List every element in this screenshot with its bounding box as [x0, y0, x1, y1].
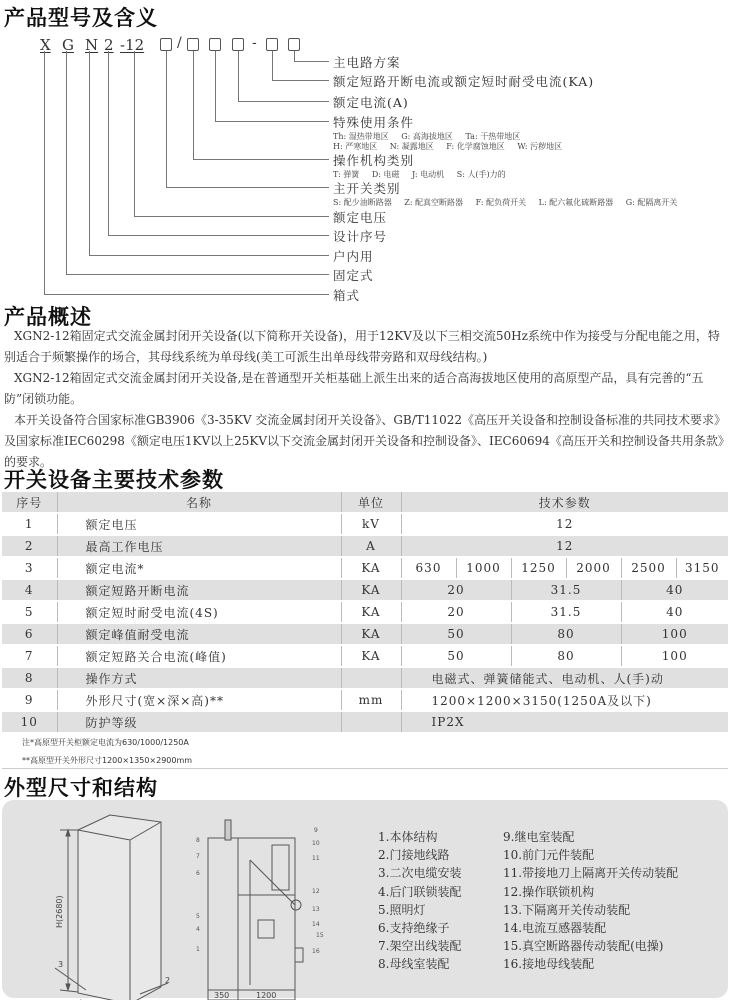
condition-w: W: 污秽地区 — [517, 142, 563, 151]
cell-no: 6 — [2, 623, 57, 645]
label-breaking-current: 额定短路开断电流或额定短时耐受电流(KA) — [333, 74, 595, 89]
parts-list-col1 — [378, 828, 461, 974]
parts-list-col2 — [503, 828, 678, 974]
structure-section-title: 外型尺寸和结构 — [4, 776, 158, 800]
cell-value: 630 — [401, 557, 456, 579]
condition-n: N: 凝露地区 — [389, 142, 434, 151]
cabinet-section-view — [208, 820, 303, 1000]
code-char-x: X — [40, 36, 51, 54]
table-row — [2, 667, 728, 689]
code-box-mechanism — [187, 38, 199, 51]
code-box-breaking — [266, 38, 278, 51]
condition-h: H: 严寒地区 — [333, 142, 378, 151]
callout-11: 11 — [312, 855, 320, 862]
callout-9: 9 — [314, 827, 318, 834]
cell-name: 外形尺寸(宽×深×高)** — [57, 689, 341, 711]
callout-8: 8 — [196, 837, 200, 844]
cell-name: 额定短时耐受电流(4S) — [57, 601, 341, 623]
callout-12: 12 — [312, 888, 320, 895]
code-char-2: 2 — [104, 36, 114, 54]
cell-name: 额定短路关合电流(峰值) — [57, 645, 341, 667]
note-dimensions: **高原型开关外形尺寸1200×1350×2900mm — [22, 756, 193, 765]
callout-6: 6 — [196, 870, 200, 877]
cell-unit: KA — [341, 579, 401, 601]
cell-value: 1250 — [511, 557, 566, 579]
part-item: 8.母线室装配 — [378, 957, 450, 972]
part-item: 14.电流互感器装配 — [503, 921, 607, 936]
part-item: 9.继电室装配 — [503, 830, 575, 844]
cell-no: 3 — [2, 557, 57, 579]
depth-front-label: 350 — [214, 991, 230, 1000]
cell-value: IP2X — [401, 711, 728, 733]
callout-5: 5 — [196, 913, 200, 920]
cell-value: 1200×1200×3150(1250A及以下) — [401, 689, 728, 711]
code-char-n: N — [85, 36, 99, 54]
code-dash: - — [252, 35, 257, 51]
part-item: 7.架空出线装配 — [378, 939, 462, 954]
part-item: 5.照明灯 — [378, 902, 426, 917]
label-mechanism: 操作机构类别 — [333, 153, 415, 168]
note-rated-current: 注*高原型开关柜额定电流为630/1000/1250A — [22, 738, 189, 747]
label-box-type: 箱式 — [333, 288, 361, 303]
cell-unit: KA — [341, 557, 401, 579]
cell-value: 31.5 — [511, 601, 621, 623]
cabinet-diagrams — [0, 800, 370, 1000]
header-no: 序号 — [2, 492, 57, 513]
cell-name: 额定短路开断电流 — [57, 579, 341, 601]
cell-unit: KA — [341, 623, 401, 645]
cell-name: 额定电压 — [57, 513, 341, 535]
part-item: 2.门接地线路 — [378, 848, 450, 863]
callout-4: 4 — [196, 926, 200, 933]
code-box-current — [232, 38, 244, 51]
overview-section-title: 产品概述 — [4, 305, 92, 329]
cell-name: 操作方式 — [57, 667, 341, 689]
code-slash: / — [177, 35, 182, 51]
cell-value: 2000 — [566, 557, 621, 579]
cell-unit: mm — [341, 689, 401, 711]
switch-f: F: 配负荷开关 — [475, 198, 527, 207]
cell-unit: kV — [341, 513, 401, 535]
table-row — [2, 513, 728, 535]
code-box-switch — [160, 38, 172, 51]
label-rated-current: 额定电流(A) — [333, 95, 409, 110]
cell-unit: KA — [341, 601, 401, 623]
table-row — [2, 579, 728, 601]
cell-no: 1 — [2, 513, 57, 535]
code-box-circuit — [288, 38, 300, 51]
condition-ta: Ta: 干热带地区 — [465, 132, 521, 141]
code-char-voltage: -12 — [120, 36, 145, 54]
condition-th: Th: 湿热带地区 — [333, 132, 389, 141]
callout-14: 14 — [312, 921, 320, 928]
cell-no: 8 — [2, 667, 57, 689]
table-row — [2, 711, 728, 733]
cell-value: 50 — [401, 645, 511, 667]
callout-13: 13 — [312, 906, 320, 913]
cell-value: 80 — [511, 645, 621, 667]
table-row — [2, 535, 728, 557]
label-design-no: 设计序号 — [333, 229, 388, 244]
callout-16: 16 — [312, 948, 320, 955]
table-row — [2, 601, 728, 623]
model-section-title: 产品型号及含义 — [4, 6, 158, 30]
label-main-circuit: 主电路方案 — [333, 55, 401, 70]
cell-value: 50 — [401, 623, 511, 645]
depth-main-label: 1200 — [256, 991, 277, 1000]
callout-2: 2 — [165, 976, 171, 985]
cell-no: 9 — [2, 689, 57, 711]
mechanism-j: J: 电动机 — [412, 170, 445, 179]
cell-name: 额定峰值耐受电流 — [57, 623, 341, 645]
part-item: 10.前门元件装配 — [503, 848, 595, 863]
cell-value: 20 — [401, 601, 511, 623]
label-special-conditions: 特殊使用条件 — [333, 115, 415, 130]
cell-value: 80 — [511, 623, 621, 645]
cell-no: 5 — [2, 601, 57, 623]
switch-l: L: 配六氟化硫断路器 — [538, 198, 614, 207]
cell-unit: A — [341, 535, 401, 557]
part-item: 11.带接地刀上隔离开关传动装配 — [503, 866, 679, 881]
cell-value: 40 — [621, 579, 728, 601]
cell-no: 2 — [2, 535, 57, 557]
part-item: 4.后门联锁装配 — [378, 884, 462, 899]
table-row — [2, 689, 728, 711]
cell-unit — [341, 667, 401, 689]
condition-f: F: 化学腐蚀地区 — [446, 142, 505, 151]
cell-value: 100 — [621, 645, 728, 667]
label-switch-type: 主开关类别 — [333, 181, 401, 196]
callout-1: 1 — [196, 946, 200, 953]
cell-no: 7 — [2, 645, 57, 667]
divider — [2, 768, 728, 769]
cell-value: 3150 — [676, 557, 728, 579]
part-item: 15.真空断路器传动装配(电操) — [503, 939, 664, 954]
part-item: 3.二次电缆安装 — [378, 866, 462, 881]
table-row — [2, 623, 728, 645]
cell-value: 31.5 — [511, 579, 621, 601]
overview-paragraph: XGN2-12箱固定式交流金属封闭开关设备(以下简称开关设备)，用于12KV及以下三相交流50Hz系统中作为接受与分配电能之用，特别适合于频繁操作的场合，其母线系统为单母线(美工可派生出单母线带旁路和双母线结构。) — [4, 329, 720, 364]
part-item: 6.支持绝缘子 — [378, 921, 450, 936]
mechanism-t: T: 弹簧 — [333, 170, 360, 179]
cell-value: 20 — [401, 579, 511, 601]
cell-no: 10 — [2, 711, 57, 733]
cell-unit: KA — [341, 645, 401, 667]
mechanism-s: S: 人(手)力的 — [456, 170, 506, 179]
height-label: H(2680) — [55, 895, 64, 928]
label-indoor: 户内用 — [333, 249, 374, 264]
header-unit: 单位 — [341, 492, 401, 513]
cell-value: 12 — [401, 513, 728, 535]
switch-types — [333, 197, 687, 208]
label-fixed: 固定式 — [333, 268, 374, 283]
code-char-g: G — [62, 36, 74, 54]
cell-value: 2500 — [621, 557, 676, 579]
callout-15: 15 — [316, 932, 324, 939]
overview-paragraph: 本开关设备符合国家标准GB3906《3-35KV 交流金属封闭开关设备》、GB/T11022《高压开关设备和控制设备标准的共同技术要求》及国家标准IEC60298《额定电压1KV以上25KV以下交流金属封闭开关设备和控制设备》、IEC60694《高压开关和控制设备共用条款》的要求。 — [4, 413, 726, 469]
cell-value: 100 — [621, 623, 728, 645]
mechanism-d: D: 电磁 — [371, 170, 400, 179]
callout-7: 7 — [196, 853, 200, 860]
cell-value: 40 — [621, 601, 728, 623]
cell-name: 额定电流* — [57, 557, 341, 579]
part-item: 16.接地母线装配 — [503, 957, 595, 972]
cell-no: 4 — [2, 579, 57, 601]
code-box-special — [209, 38, 221, 51]
switch-z: Z: 配真空断路器 — [404, 198, 464, 207]
params-section-title: 开关设备主要技术参数 — [4, 468, 224, 492]
cell-value: 12 — [401, 535, 728, 557]
header-name: 名称 — [57, 492, 341, 513]
cell-value: 电磁式、弹簧储能式、电动机、人(手)动 — [401, 667, 728, 689]
cell-value: 1000 — [456, 557, 511, 579]
cabinet-isometric — [55, 815, 171, 1000]
cell-name: 防护等级 — [57, 711, 341, 733]
part-item: 12.操作联锁机构 — [503, 884, 595, 899]
part-item: 13.下隔离开关传动装配 — [503, 902, 631, 917]
spec-table — [2, 492, 728, 734]
label-rated-voltage: 额定电压 — [333, 210, 388, 225]
condition-g: G: 高海拔地区 — [401, 132, 453, 141]
header-params: 技术参数 — [401, 492, 728, 513]
switch-g: G: 配隔离开关 — [625, 198, 678, 207]
callout-3: 3 — [58, 960, 64, 969]
overview-paragraph: XGN2-12箱固定式交流金属封闭开关设备,是在普通型开关柜基础上派生出来的适合高海拔地区使用的高原型产品，具有完善的“五防”闭锁功能。 — [4, 371, 704, 406]
table-row — [2, 557, 728, 579]
table-header-row — [2, 492, 728, 513]
part-item: 1.本体结构 — [378, 830, 438, 844]
switch-s: S: 配少油断路器 — [333, 198, 392, 207]
table-row — [2, 645, 728, 667]
cell-unit — [341, 711, 401, 733]
overview-text — [4, 326, 726, 473]
cell-name: 最高工作电压 — [57, 535, 341, 557]
callout-10: 10 — [312, 840, 320, 847]
